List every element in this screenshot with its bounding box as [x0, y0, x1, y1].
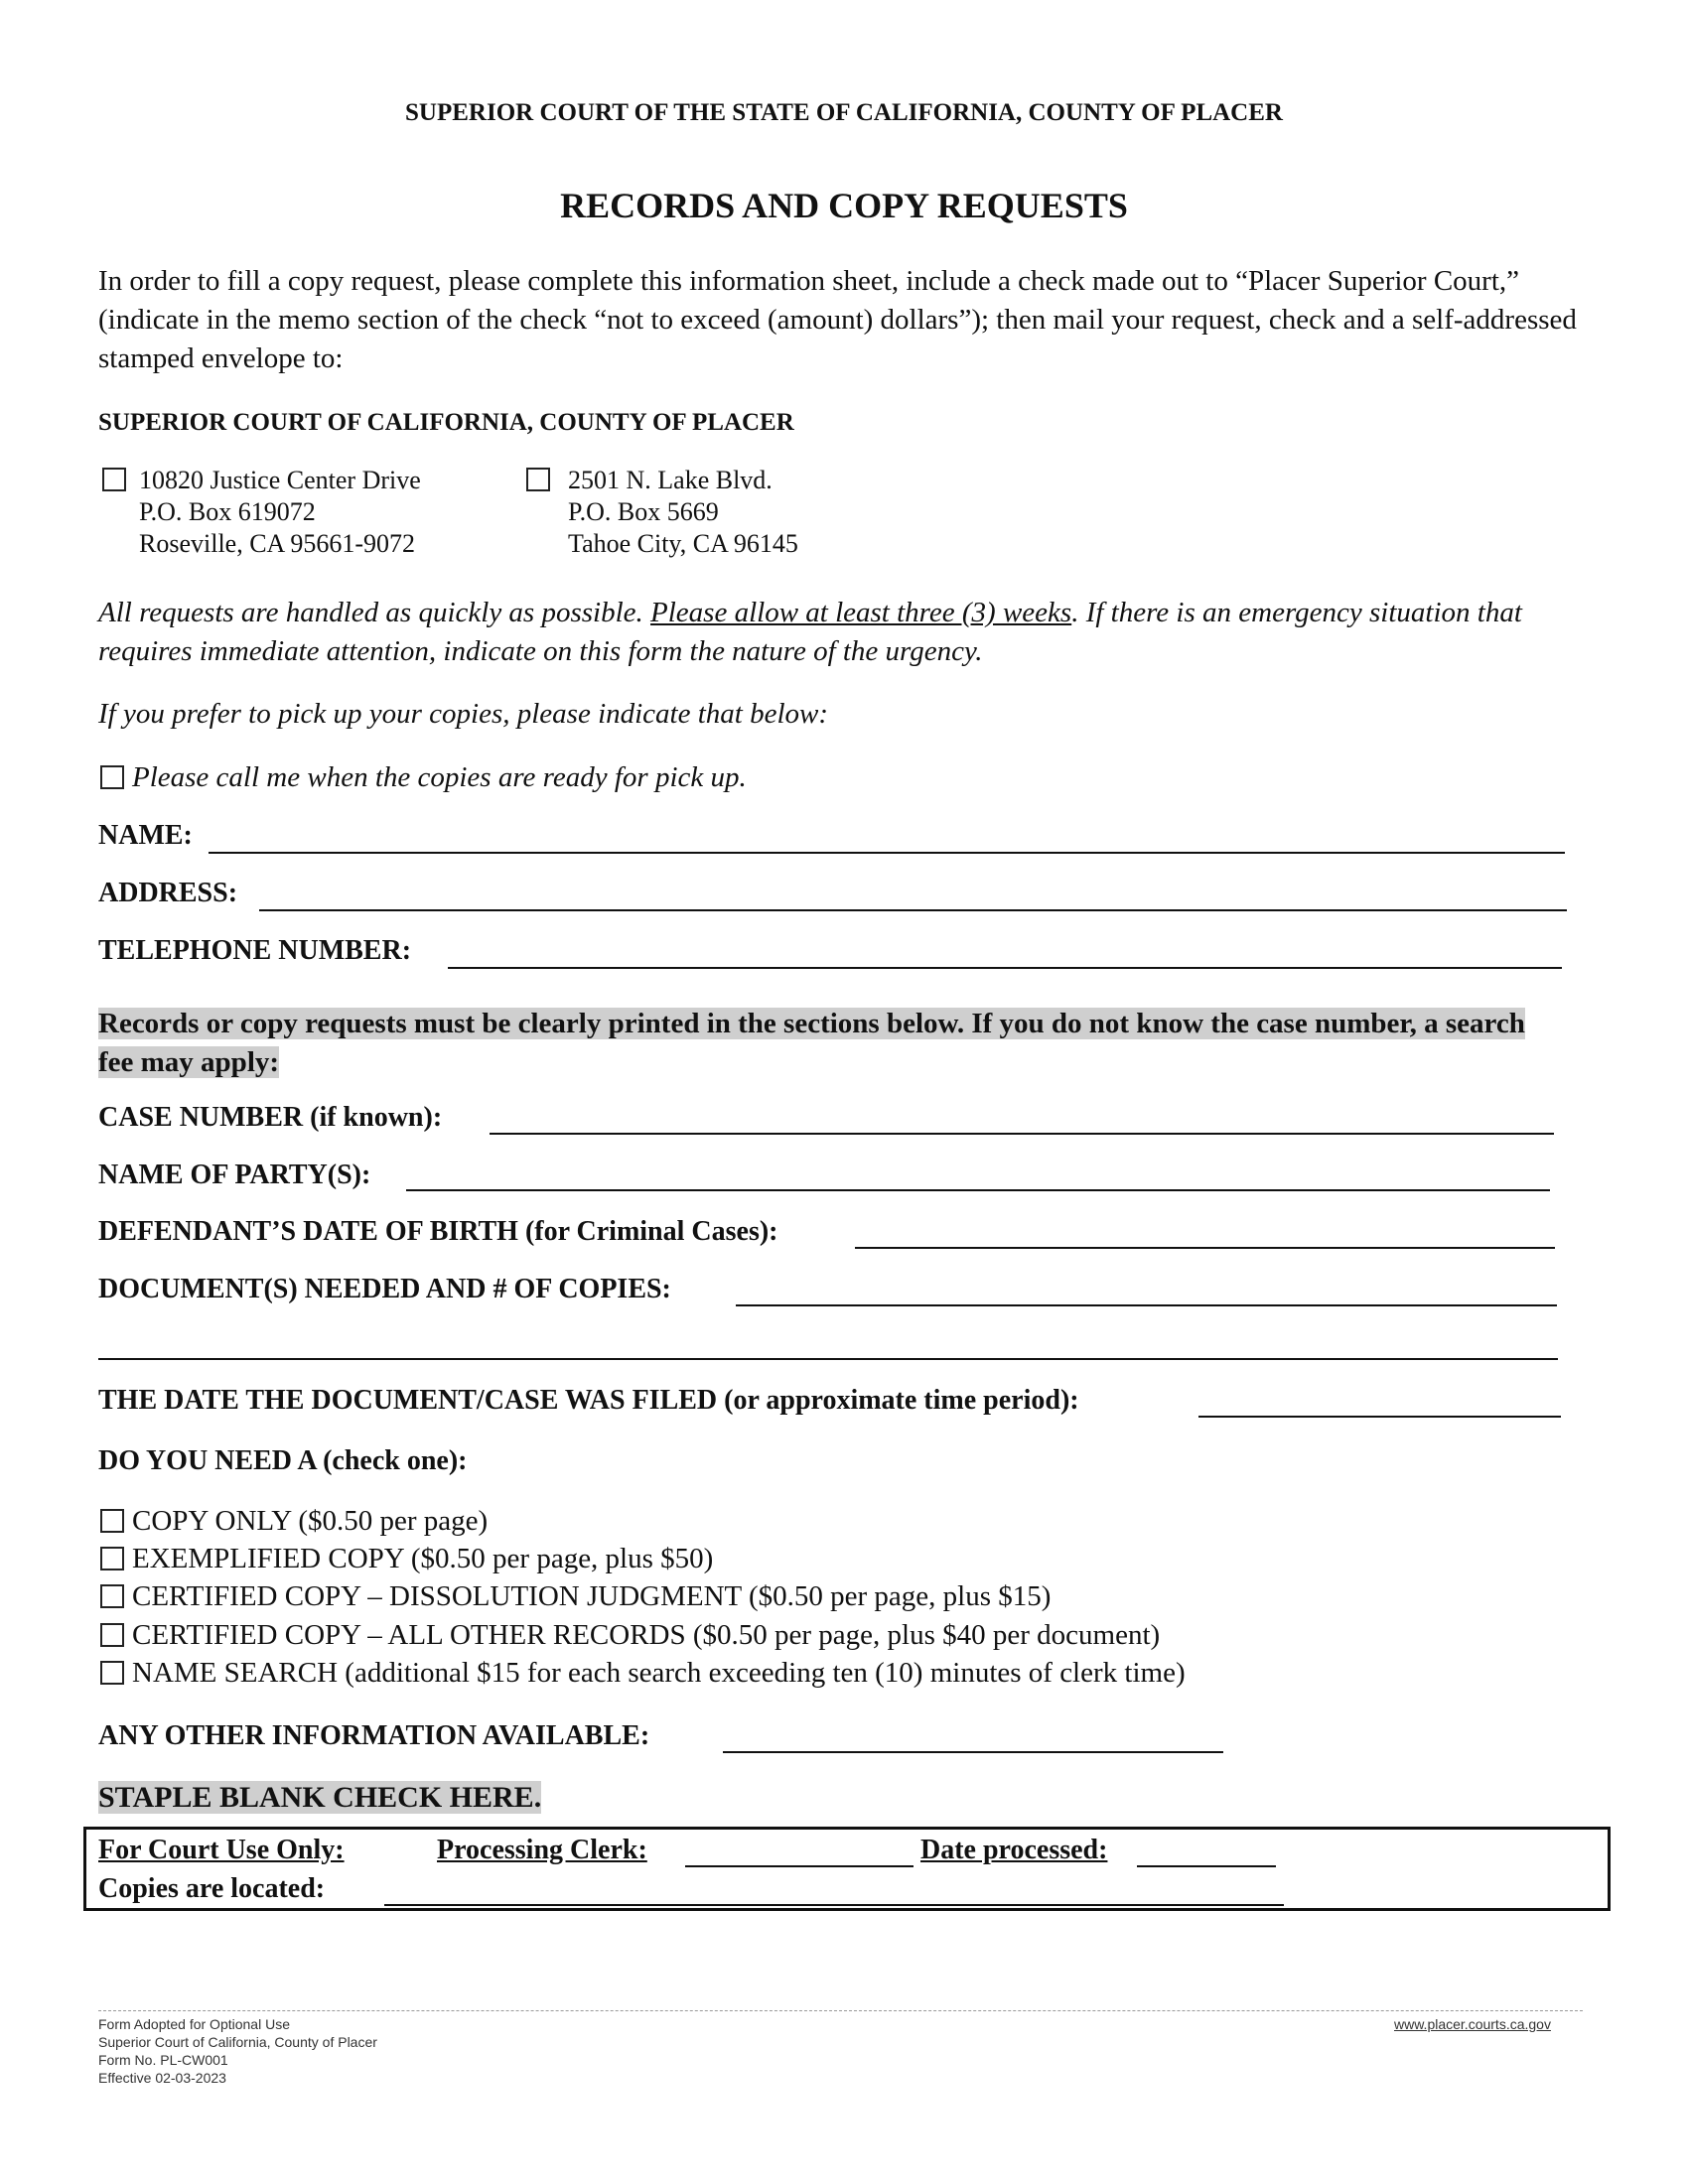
instruction-note: Records or copy requests must be clearly printed in the sections below. If you do not know the case number, a search fee may apply:	[98, 1008, 1525, 1078]
other-info-field[interactable]	[723, 1751, 1223, 1753]
documents-field-continued[interactable]	[98, 1358, 1558, 1360]
location-tahoe: 2501 N. Lake Blvd. P.O. Box 5669 Tahoe City, CA 96145	[568, 466, 798, 558]
dob-field[interactable]	[855, 1247, 1555, 1249]
footer-divider	[98, 2010, 1583, 2011]
copy-option-checkbox[interactable]	[100, 1623, 124, 1647]
location-roseville-checkbox[interactable]	[102, 468, 126, 491]
staple-check-note: STAPLE BLANK CHECK HERE.	[98, 1781, 542, 1814]
date-filed-label: THE DATE THE DOCUMENT/CASE WAS FILED (or approximate time period):	[98, 1385, 1079, 1416]
telephone-label: TELEPHONE NUMBER:	[98, 935, 412, 966]
copies-located-field[interactable]	[384, 1904, 1284, 1906]
name-label: NAME:	[98, 820, 193, 851]
court-header: SUPERIOR COURT OF THE STATE OF CALIFORNIA, COUNTY OF PLACER	[405, 99, 1283, 126]
other-info-label: ANY OTHER INFORMATION AVAILABLE:	[98, 1720, 650, 1751]
pickup-prompt: If you prefer to pick up your copies, please indicate that below:	[98, 698, 829, 730]
copy-option: CERTIFIED COPY – DISSOLUTION JUDGMENT ($0.50 per page, plus $15)	[100, 1580, 1051, 1613]
address-field[interactable]	[259, 909, 1567, 911]
copy-option: COPY ONLY ($0.50 per page)	[100, 1505, 488, 1538]
form-title: RECORDS AND COPY REQUESTS	[560, 186, 1128, 225]
copy-option-checkbox[interactable]	[100, 1661, 124, 1685]
party-names-label: NAME OF PARTY(S):	[98, 1160, 371, 1190]
copy-type-prompt: DO YOU NEED A (check one):	[98, 1445, 468, 1476]
date-processed-label: Date processed:	[920, 1835, 1108, 1865]
date-processed-field[interactable]	[1137, 1865, 1276, 1867]
location-roseville: 10820 Justice Center Drive P.O. Box 619072 Roseville, CA 95661-9072	[139, 466, 421, 558]
court-use-label: For Court Use Only:	[98, 1835, 345, 1865]
copy-option: EXEMPLIFIED COPY ($0.50 per page, plus $50)	[100, 1543, 713, 1575]
intro-paragraph: In order to fill a copy request, please complete this information sheet, include a check made out to “Placer Superior Court,” (indicate in the memo section of the check “not to exceed (amount) dollars”); then mail your request, check and a self-addressed stamped envelope to:	[98, 265, 1577, 374]
copy-option: CERTIFIED COPY – ALL OTHER RECORDS ($0.50 per page, plus $40 per document)	[100, 1619, 1160, 1652]
party-names-field[interactable]	[406, 1189, 1550, 1191]
processing-clerk-label: Processing Clerk:	[437, 1835, 647, 1865]
pickup-checkbox[interactable]	[100, 765, 124, 789]
name-field[interactable]	[209, 852, 1565, 854]
telephone-field[interactable]	[448, 967, 1562, 969]
copy-option-checkbox[interactable]	[100, 1584, 124, 1608]
address-label: ADDRESS:	[98, 878, 238, 908]
copies-located-label: Copies are located:	[98, 1873, 326, 1904]
copy-option-checkbox[interactable]	[100, 1547, 124, 1570]
case-number-field[interactable]	[490, 1133, 1554, 1135]
dob-label: DEFENDANT’S DATE OF BIRTH (for Criminal Cases):	[98, 1216, 778, 1247]
form-info: Form Adopted for Optional Use Superior Court of California, County of Placer Form No. PL-CW001 Effective 02-03-2023	[98, 2016, 377, 2086]
pickup-option: Please call me when the copies are ready for pick up.	[100, 758, 747, 797]
processing-clerk-field[interactable]	[685, 1865, 914, 1867]
processing-notice: All requests are handled as quickly as possible. Please allow at least three (3) weeks. If there is an emergency situation that requires immediate attention, indicate on this form the nature of the urgency.	[98, 597, 1522, 667]
mail-to-heading: SUPERIOR COURT OF CALIFORNIA, COUNTY OF PLACER	[98, 409, 794, 436]
date-filed-field[interactable]	[1198, 1416, 1561, 1418]
documents-field[interactable]	[736, 1304, 1557, 1306]
website-link[interactable]: www.placer.courts.ca.gov	[1394, 2016, 1551, 2032]
location-tahoe-checkbox[interactable]	[526, 468, 550, 491]
copy-option-checkbox[interactable]	[100, 1509, 124, 1533]
documents-label: DOCUMENT(S) NEEDED AND # OF COPIES:	[98, 1274, 671, 1304]
copy-option: NAME SEARCH (additional $15 for each search exceeding ten (10) minutes of clerk time)	[100, 1657, 1186, 1690]
case-number-label: CASE NUMBER (if known):	[98, 1102, 443, 1133]
